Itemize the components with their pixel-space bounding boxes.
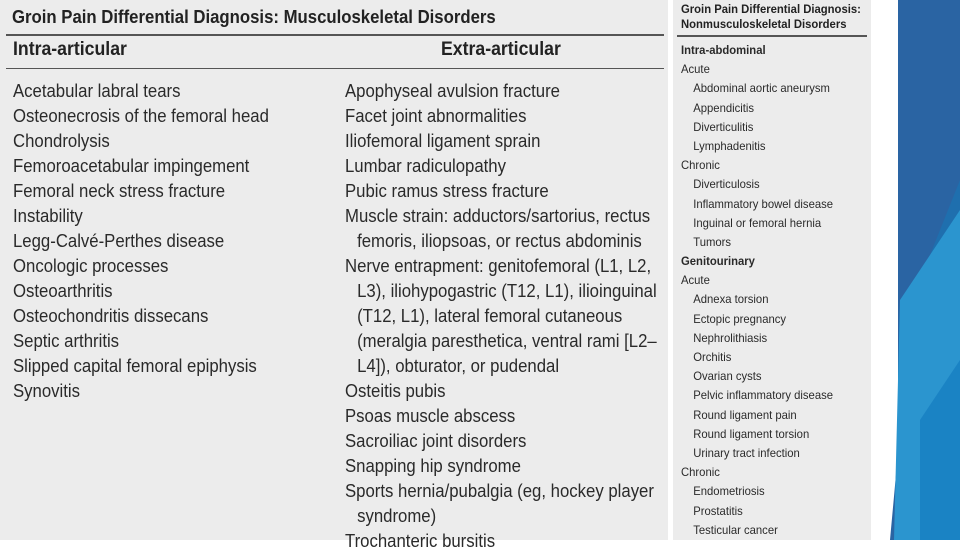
list-item-text: Iliofemoral ligament sprain — [345, 131, 541, 151]
table-rule-top — [677, 35, 867, 37]
list-item: Osteochondritis dissecans — [13, 306, 209, 326]
list-item: Endometriosis — [693, 484, 765, 499]
list-item: Orchitis — [693, 350, 732, 364]
list-item: Inflammatory bowel disease — [693, 196, 834, 211]
column-header-intra-articular: Intra-articular — [13, 39, 127, 60]
list-item: Inguinal or femoral hernia — [693, 215, 822, 230]
list-item — [345, 104, 657, 129]
list-item: Oncologic processes — [13, 256, 169, 276]
list-item: Pelvic inflammatory disease — [693, 388, 834, 403]
list-item: Appendicitis — [693, 100, 755, 115]
list-item: Round ligament pain — [693, 407, 797, 422]
list-item-continuation: syndrome) — [357, 506, 437, 526]
list-item: Femoral neck stress fracture — [13, 181, 226, 201]
list-item: Lymphadenitis — [693, 138, 766, 153]
intra-articular-list — [13, 79, 288, 404]
subsection-label: Chronic — [681, 465, 720, 480]
list-item: Diverticulitis — [693, 119, 754, 134]
subsection-label: Acute — [681, 273, 710, 288]
list-item-continuation: L3), iliohypogastric (T12, L1), ilioinguinal — [357, 281, 657, 301]
list-item-text: Facet joint abnormalities — [345, 106, 527, 126]
list-item: Nephrolithiasis — [693, 330, 768, 345]
list-item — [345, 129, 657, 154]
list-item: Ectopic pregnancy — [693, 311, 787, 326]
list-item-text: Pubic ramus stress fracture — [345, 181, 549, 201]
list-item — [345, 254, 657, 379]
list-item: Osteoarthritis — [13, 281, 113, 301]
list-item-text: Psoas muscle abscess — [345, 406, 516, 426]
list-item — [345, 154, 657, 179]
list-item: Osteonecrosis of the femoral head — [13, 106, 269, 126]
list-item-continuation: femoris, iliopsoas, or rectus abdominis — [357, 231, 642, 251]
list-item: Testicular cancer — [693, 522, 778, 537]
list-item: Septic arthritis — [13, 331, 120, 351]
list-item — [345, 179, 657, 204]
list-item — [345, 429, 657, 454]
table-rule-top — [6, 34, 664, 36]
list-item: Chondrolysis — [13, 131, 110, 151]
list-item: Adnexa torsion — [693, 292, 769, 307]
title-line-1: Groin Pain Differential Diagnosis: — [681, 2, 861, 16]
list-item: Diverticulosis — [693, 177, 760, 192]
list-item — [345, 404, 657, 429]
section-heading: Genitourinary — [681, 254, 755, 269]
list-item: Tumors — [693, 234, 732, 249]
list-item: Synovitis — [13, 381, 80, 401]
section-heading: Intra-abdominal — [681, 43, 766, 57]
list-item-text: Snapping hip syndrome — [345, 456, 521, 476]
list-item — [345, 529, 657, 554]
list-item — [345, 379, 657, 404]
extra-articular-list — [345, 79, 680, 554]
nonmusculoskeletal-table — [673, 0, 871, 540]
nonmusculoskeletal-list — [681, 41, 843, 540]
list-item — [345, 79, 657, 104]
list-item-continuation: L4]), obturator, or pudendal — [357, 356, 560, 376]
list-item: Slipped capital femoral epiphysis — [13, 356, 257, 376]
decorative-blue-wedge — [860, 0, 960, 540]
list-item-continuation: (T12, L1), lateral femoral cutaneous — [357, 306, 623, 326]
list-item: Abdominal aortic aneurysm — [693, 81, 830, 96]
list-item-text: Trochanteric bursitis — [345, 531, 496, 551]
list-item-text: Muscle strain: adductors/sartorius, rectus — [345, 206, 651, 226]
list-item: Femoroacetabular impingement — [13, 156, 250, 176]
column-header-extra-articular: Extra-articular — [441, 39, 561, 60]
list-item: Legg-Calvé-Perthes disease — [13, 231, 225, 251]
subsection-label: Acute — [681, 62, 710, 77]
list-item: Instability — [13, 206, 83, 226]
list-item — [345, 479, 657, 529]
list-item: Round ligament torsion — [693, 426, 810, 441]
list-item — [345, 204, 657, 254]
list-item: Urinary tract infection — [693, 445, 800, 460]
list-item: Ovarian cysts — [693, 369, 762, 384]
list-item: Prostatitis — [693, 503, 743, 518]
list-item-text: Sports hernia/pubalgia (eg, hockey player — [345, 481, 654, 501]
subsection-label: Chronic — [681, 158, 720, 173]
list-item-text: Apophyseal avulsion fracture — [345, 81, 560, 101]
table-title-nonmusculoskeletal — [681, 2, 861, 32]
title-line-2: Nonmusculoskeletal Disorders — [681, 17, 847, 31]
list-item-text: Osteitis pubis — [345, 381, 446, 401]
list-item-text: Sacroiliac joint disorders — [345, 431, 527, 451]
table-rule-header — [6, 68, 664, 69]
list-item-text: Lumbar radiculopathy — [345, 156, 506, 176]
list-item-text: Nerve entrapment: genitofemoral (L1, L2, — [345, 256, 652, 276]
list-item — [345, 454, 657, 479]
table-title: Groin Pain Differential Diagnosis: Musculoskeletal Disorders — [12, 7, 496, 27]
list-item-continuation: (meralgia paresthetica, ventral rami [L2– — [357, 331, 657, 351]
list-item: Acetabular labral tears — [13, 81, 181, 101]
